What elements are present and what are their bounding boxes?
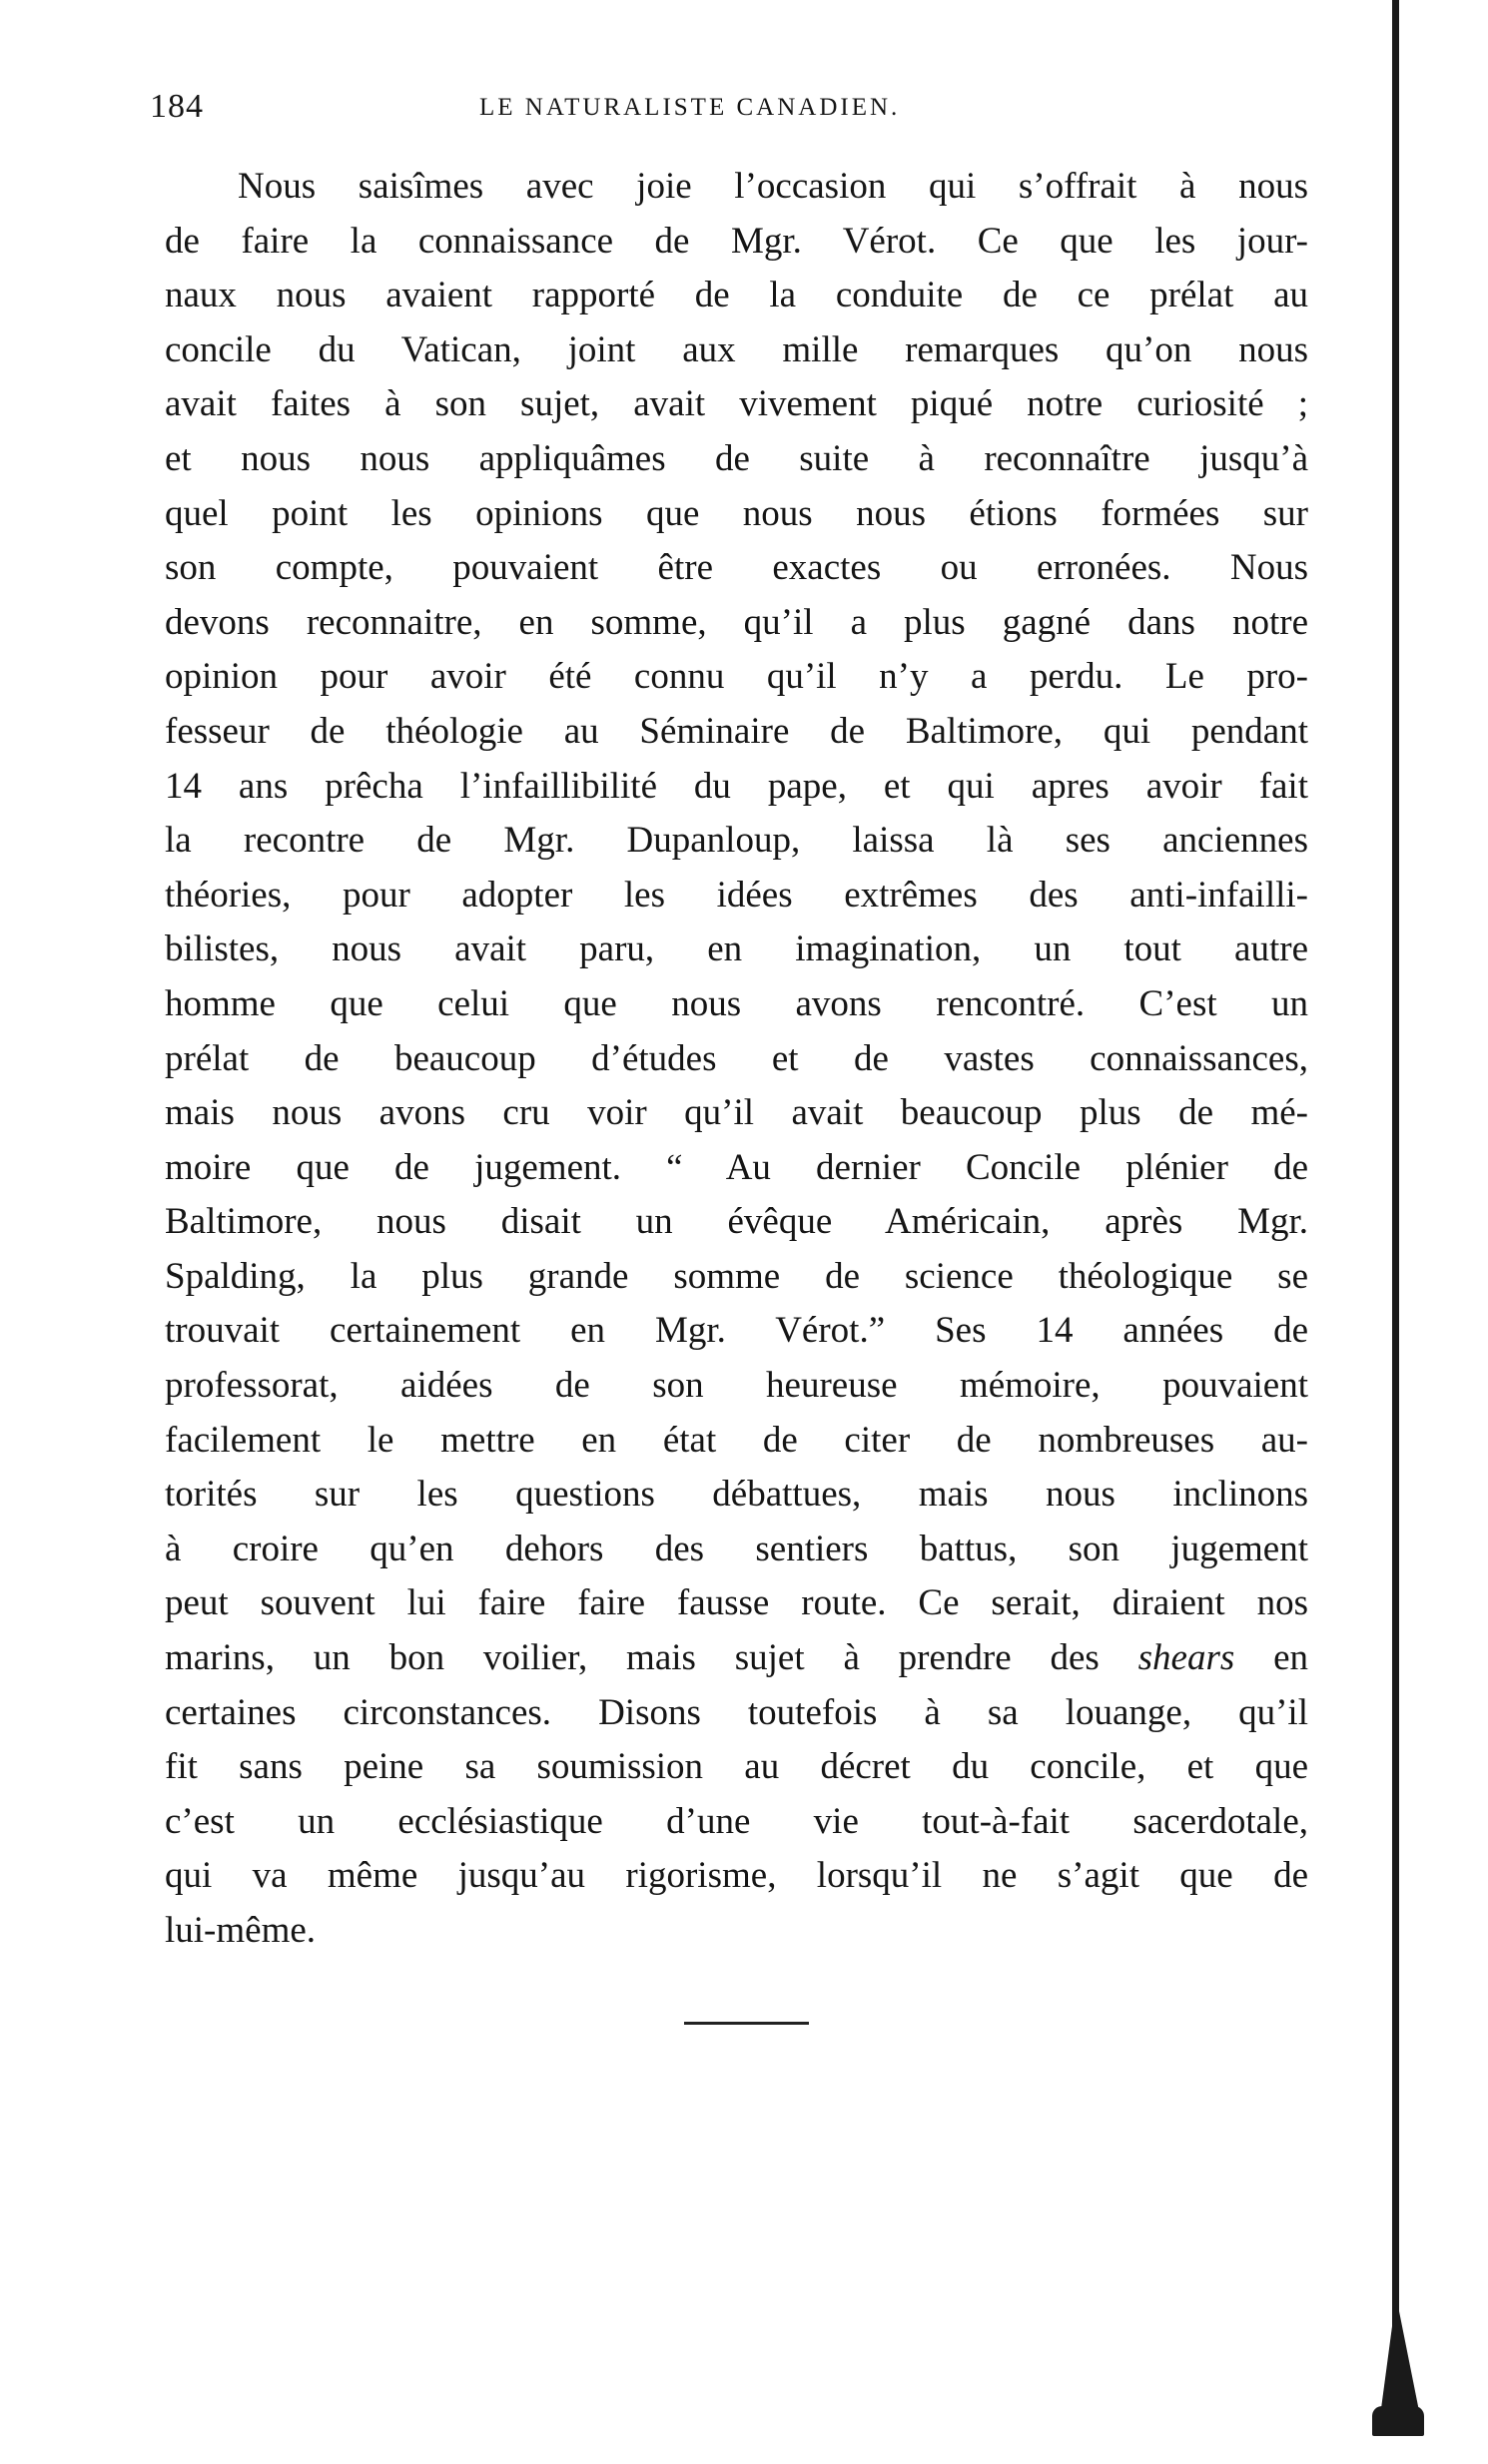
text-line: trouvait certainement en Mgr. Vérot.” Ses 14 années de [165, 1310, 1308, 1352]
text-line: homme que celui que nous avons rencontré. C’est un [165, 982, 1308, 1024]
text-segment: en [1234, 1637, 1308, 1679]
binding-edge-rule [1392, 0, 1399, 2396]
text-line: 14 ans prêcha l’infaillibilité du pape, et qui apres avoir fait [165, 765, 1308, 807]
text-line: mais nous avons cru voir qu’il avait beaucoup plus de mé- [165, 1092, 1308, 1134]
text-line: et nous nous appliquâmes de suite à reconnaître jusqu’à [165, 437, 1308, 479]
text-line: fesseur de théologie au Séminaire de Baltimore, qui pendant [165, 710, 1308, 752]
text-line: lui-même. [165, 1910, 317, 1951]
text-line: son compte, pouvaient être exactes ou erronées. Nous [165, 547, 1308, 589]
text-line: Baltimore, nous disait un évêque Américain, après Mgr. [165, 1201, 1308, 1243]
text-line: torités sur les questions débattues, mais nous inclinons [165, 1474, 1308, 1516]
text-line: qui va même jusqu’au rigorisme, lorsqu’il ne s’agit que de [165, 1855, 1308, 1897]
text-line: opinion pour avoir été connu qu’il n’y a perdu. Le pro- [165, 656, 1308, 698]
text-line: certaines circonstances. Disons toutefois à sa louange, qu’il [165, 1691, 1308, 1733]
running-title: LE NATURALISTE CANADIEN. [479, 94, 901, 121]
text-line: Spalding, la plus grande somme de science théologique se [165, 1255, 1308, 1297]
binding-edge-foot [1372, 2406, 1424, 2436]
text-line: c’est un ecclésiastique d’une vie tout-à-fait sacerdotale, [165, 1800, 1308, 1842]
page-number: 184 [150, 88, 204, 125]
text-line: à croire qu’en dehors des sentiers battus, son jugement [165, 1528, 1308, 1569]
text-line: naux nous avaient rapporté de la conduite de ce prélat au [165, 275, 1308, 316]
text-line: devons reconnaitre, en somme, qu’il a plus gagné dans notre [165, 601, 1308, 643]
binding-edge-base [1380, 2296, 1420, 2416]
text-line: peut souvent lui faire faire fausse route. Ce serait, diraient nos [165, 1582, 1308, 1624]
paragraph [165, 160, 1308, 1959]
text-line: bilistes, nous avait paru, en imagination, un tout autre [165, 928, 1308, 970]
text-line: fit sans peine sa soumission au décret du concile, et que [165, 1746, 1308, 1788]
text-line: facilement le mettre en état de citer de nombreuses au- [165, 1419, 1308, 1461]
page-header [150, 88, 1318, 138]
text-line: moire que de jugement. “ Au dernier Concile plénier de [165, 1146, 1308, 1188]
italic-word: shears [1137, 1637, 1235, 1679]
text-line: la recontre de Mgr. Dupanloup, laissa là ses anciennes [165, 820, 1308, 862]
text-line: Nous saisîmes avec joie l’occasion qui s’offrait à nous [238, 166, 1308, 207]
text-line: avait faites à son sujet, avait vivement piqué notre curiosité ; [165, 383, 1308, 425]
text-line: théories, pour adopter les idées extrêmes des anti-infailli- [165, 874, 1308, 916]
text-line: professorat, aidées de son heureuse mémoire, pouvaient [165, 1365, 1308, 1407]
text-segment: marins, un bon voilier, mais sujet à prendre des [165, 1637, 1138, 1679]
text-line: quel point les opinions que nous nous étions formées sur [165, 492, 1308, 534]
text-line: de faire la connaissance de Mgr. Vérot. Ce que les jour- [165, 220, 1308, 262]
text-line: prélat de beaucoup d’études et de vastes connaissances, [165, 1037, 1308, 1079]
text-line: concile du Vatican, joint aux mille remarques qu’on nous [165, 328, 1308, 370]
section-divider [684, 2022, 809, 2025]
text-line-with-italic [165, 1631, 1308, 1686]
